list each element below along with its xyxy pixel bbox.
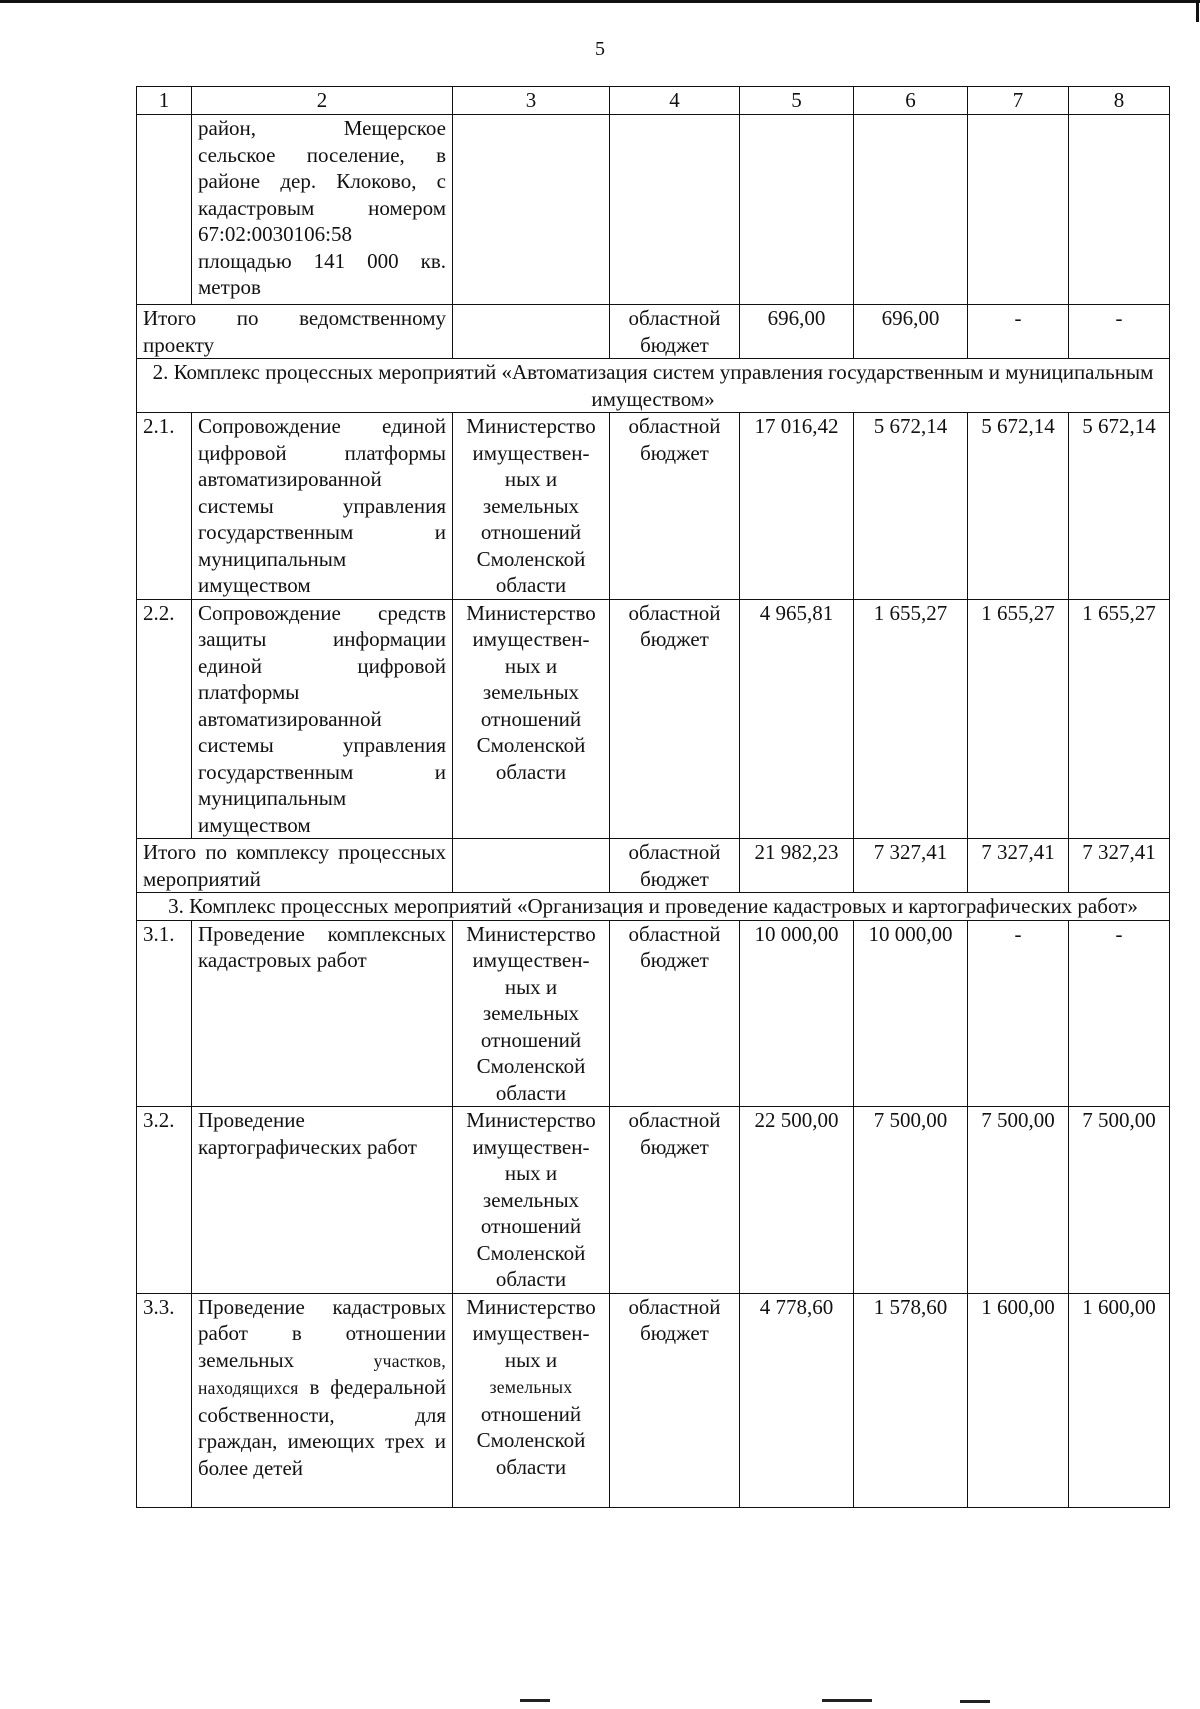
continuation-num-cell — [137, 115, 192, 305]
column-number-8: 8 — [1069, 87, 1170, 115]
value-year-3: 1 655,27 — [1069, 599, 1170, 839]
agency-part-2: земельных — [489, 1377, 573, 1397]
value-year-2: 5 672,14 — [968, 413, 1069, 600]
responsible-agency: Министерство имуществен- ных и земельных отношений Смоленской области — [453, 413, 610, 600]
activity-name: Проведение картографических работ — [192, 1107, 453, 1294]
total-complex-2-c8: 7 327,41 — [1069, 839, 1170, 893]
responsible-agency: Министерство имуществен- ных и земельных отношений Смоленской области — [453, 599, 610, 839]
row-number: 3.2. — [137, 1107, 192, 1294]
value-year-3: - — [1069, 920, 1170, 1107]
scan-mark — [960, 1700, 990, 1703]
continuation-row — [137, 115, 1170, 305]
value-year-2: 1 600,00 — [968, 1293, 1069, 1507]
continuation-c6-cell — [854, 115, 968, 305]
activity-name: Проведение комплексных кадастровых работ — [192, 920, 453, 1107]
continuation-source-cell — [610, 115, 740, 305]
total-complex-2-label: Итого по комплексу процессных мероприятий — [137, 839, 453, 893]
row-number: 2.2. — [137, 599, 192, 839]
total-complex-2-agency — [453, 839, 610, 893]
value-year-1: 5 672,14 — [854, 413, 968, 600]
responsible-agency — [453, 1293, 610, 1507]
total-vedom-c7: - — [968, 305, 1069, 359]
funding-source: областной бюджет — [610, 599, 740, 839]
activity-name: Сопровождение единой цифровой платформы автоматизированной системы управления государственным и муниципальным имуществом — [192, 413, 453, 600]
column-number-7: 7 — [968, 87, 1069, 115]
column-number-2: 2 — [192, 87, 453, 115]
value-year-2: - — [968, 920, 1069, 1107]
value-total: 4 965,81 — [740, 599, 854, 839]
value-year-3: 7 500,00 — [1069, 1107, 1170, 1294]
agency-part-3: отношений Смоленской области — [476, 1401, 586, 1479]
value-year-2: 1 655,27 — [968, 599, 1069, 839]
column-number-3: 3 — [453, 87, 610, 115]
value-year-1: 1 655,27 — [854, 599, 968, 839]
activity-name-part-3: в федеральной собственности, для граждан, имеющих трех и более детей — [198, 1375, 446, 1480]
table-row — [137, 413, 1170, 600]
total-vedom-label: Итого по ведомственному проекту — [137, 305, 453, 359]
column-number-5: 5 — [740, 87, 854, 115]
activity-name: Сопровождение средств защиты информации единой цифровой платформы автоматизированной системы управления государственным и муниципальным имуществом — [192, 599, 453, 839]
row-number: 3.3. — [137, 1293, 192, 1507]
table-row — [137, 599, 1170, 839]
scan-mark — [822, 1699, 872, 1702]
total-vedom-row — [137, 305, 1170, 359]
total-vedom-c5: 696,00 — [740, 305, 854, 359]
continuation-name-cell: район, Мещерское сельское поселение, в районе дер. Клоково, с кадастровым номером 67:02:0030106:58 площадью 141 000 кв. метров — [192, 115, 453, 305]
section-2-header-row — [137, 359, 1170, 413]
value-year-2: 7 500,00 — [968, 1107, 1069, 1294]
page-number: 5 — [595, 38, 605, 60]
column-number-6: 6 — [854, 87, 968, 115]
value-year-1: 7 500,00 — [854, 1107, 968, 1294]
responsible-agency: Министерство имуществен- ных и земельных отношений Смоленской области — [453, 920, 610, 1107]
total-complex-2-source: областной бюджет — [610, 839, 740, 893]
value-year-3: 1 600,00 — [1069, 1293, 1170, 1507]
row-number: 3.1. — [137, 920, 192, 1107]
value-total: 17 016,42 — [740, 413, 854, 600]
funding-source: областной бюджет — [610, 1107, 740, 1294]
responsible-agency: Министерство имуществен- ных и земельных отношений Смоленской области — [453, 1107, 610, 1294]
continuation-c8-cell — [1069, 115, 1170, 305]
table-row — [137, 920, 1170, 1107]
row-number: 2.1. — [137, 413, 192, 600]
value-total: 22 500,00 — [740, 1107, 854, 1294]
column-number-4: 4 — [610, 87, 740, 115]
activity-name — [192, 1293, 453, 1507]
section-3-title: 3. Комплекс процессных мероприятий «Организация и проведение кадастровых и картографических работ» — [137, 893, 1170, 921]
total-complex-2-c5: 21 982,23 — [740, 839, 854, 893]
column-number-1: 1 — [137, 87, 192, 115]
scan-mark — [520, 1699, 550, 1702]
continuation-c5-cell — [740, 115, 854, 305]
funding-source: областной бюджет — [610, 920, 740, 1107]
table-row — [137, 1293, 1170, 1507]
total-vedom-agency — [453, 305, 610, 359]
section-3-header-row — [137, 893, 1170, 921]
right-border-line — [1196, 0, 1199, 22]
total-vedom-c6: 696,00 — [854, 305, 968, 359]
section-2-title: 2. Комплекс процессных мероприятий «Автоматизация систем управления государственным и муниципальным имуществом» — [137, 359, 1170, 413]
value-total: 4 778,60 — [740, 1293, 854, 1507]
total-vedom-c8: - — [1069, 305, 1170, 359]
budget-table — [136, 86, 1170, 1508]
value-year-1: 1 578,60 — [854, 1293, 968, 1507]
total-complex-2-row — [137, 839, 1170, 893]
total-vedom-source: областной бюджет — [610, 305, 740, 359]
column-numbers-row — [137, 87, 1170, 115]
total-complex-2-c6: 7 327,41 — [854, 839, 968, 893]
total-complex-2-c7: 7 327,41 — [968, 839, 1069, 893]
continuation-agency-cell — [453, 115, 610, 305]
top-border-line — [0, 0, 1200, 3]
agency-part-1: Министерство имуществен- ных и — [466, 1294, 596, 1372]
activity-name-part-1: Проведение кадастровых работ в отношении земельных — [198, 1294, 446, 1372]
funding-source: областной бюджет — [610, 1293, 740, 1507]
value-year-1: 10 000,00 — [854, 920, 968, 1107]
funding-source: областной бюджет — [610, 413, 740, 600]
activity-name-part-2: участков, находящихся — [198, 1350, 446, 1398]
table-row — [137, 1107, 1170, 1294]
value-total: 10 000,00 — [740, 920, 854, 1107]
value-year-3: 5 672,14 — [1069, 413, 1170, 600]
continuation-c7-cell — [968, 115, 1069, 305]
